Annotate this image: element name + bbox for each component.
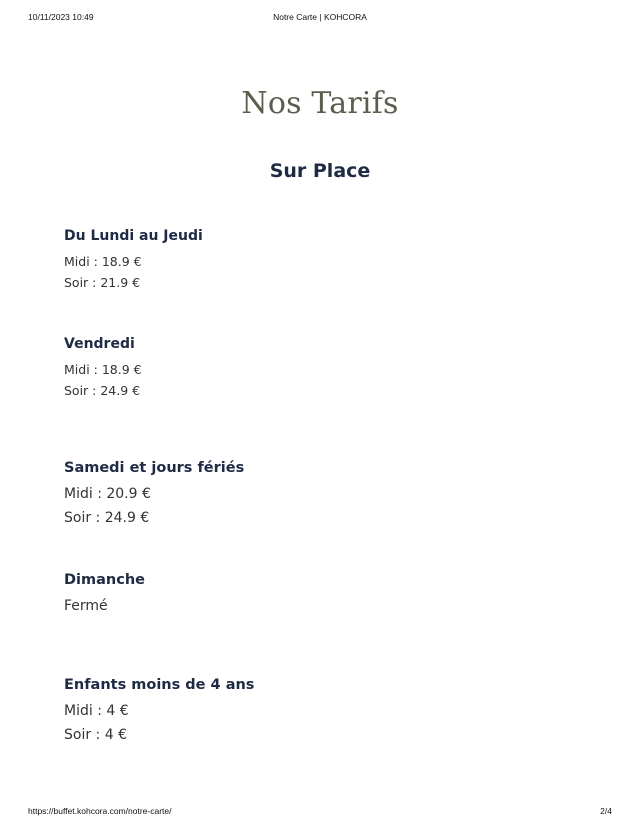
price-dinner: Soir : 24.9 € xyxy=(64,510,150,526)
page-number: 2/4 xyxy=(600,806,612,816)
pricing-block-weekdays xyxy=(64,227,584,293)
price-lunch: Midi : 18.9 € xyxy=(64,362,142,377)
price-lunch: Midi : 4 € xyxy=(64,703,129,719)
pricing-block-sunday xyxy=(64,571,584,618)
print-header xyxy=(0,12,640,26)
pricing-heading: Du Lundi au Jeudi xyxy=(64,228,203,244)
print-timestamp: 10/11/2023 10:49 xyxy=(28,12,94,22)
pricing-heading: Vendredi xyxy=(64,336,135,352)
print-footer xyxy=(0,806,640,820)
pricing-heading: Enfants moins de 4 ans xyxy=(64,677,255,693)
pricing-heading: Samedi et jours fériés xyxy=(64,460,245,476)
print-document-title: Notre Carte | KOHCORA xyxy=(273,12,367,22)
price-dinner: Soir : 24.9 € xyxy=(64,383,141,398)
price-lunch: Midi : 18.9 € xyxy=(64,254,142,269)
price-dinner: Soir : 21.9 € xyxy=(64,275,141,290)
closed-status: Fermé xyxy=(64,598,108,614)
pricing-block-children xyxy=(64,676,584,747)
print-url: https://buffet.kohcora.com/notre-carte/ xyxy=(28,806,172,816)
price-dinner: Soir : 4 € xyxy=(64,727,127,743)
pricing-block-saturday-holidays xyxy=(64,459,584,530)
pricing-block-friday xyxy=(64,335,584,401)
pricing-heading: Dimanche xyxy=(64,572,145,588)
page-title: Nos Tarifs xyxy=(241,86,399,121)
section-subtitle: Sur Place xyxy=(269,160,371,182)
price-lunch: Midi : 20.9 € xyxy=(64,486,151,502)
